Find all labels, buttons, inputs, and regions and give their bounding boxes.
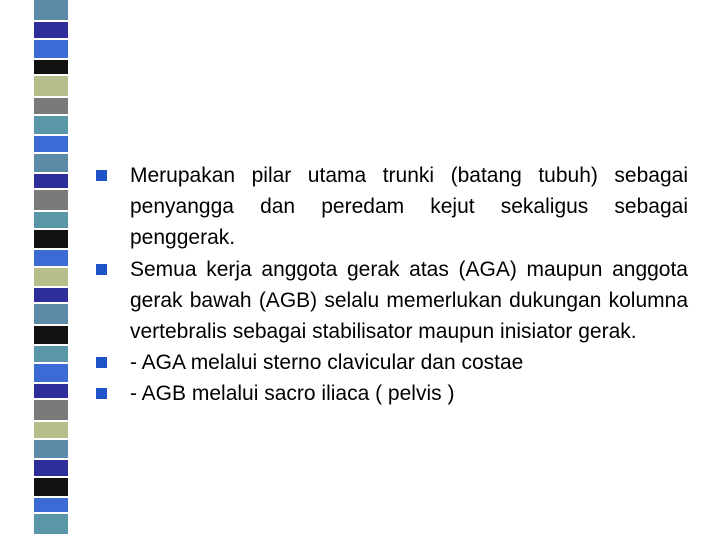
stripe-block [34, 60, 68, 76]
stripe-block [34, 514, 68, 536]
stripe-block [34, 364, 68, 384]
stripe-block [34, 498, 68, 514]
bullet-text-1: Merupakan pilar utama trunki (batang tubuh) sebagai penyangga dan peredam kejut sekaligus sebagai penggerak. [130, 164, 688, 250]
stripe-block [34, 440, 68, 460]
decorative-stripe [34, 0, 68, 540]
stripe-block [34, 76, 68, 98]
stripe-block [34, 136, 68, 154]
stripe-block [34, 326, 68, 346]
stripe-block [34, 98, 68, 116]
bullet-item-4 [96, 378, 688, 409]
square-bullet-icon [96, 170, 107, 181]
stripe-block [34, 0, 68, 22]
square-bullet-icon [96, 357, 107, 368]
stripe-block [34, 478, 68, 498]
bullet-item-1 [96, 160, 688, 254]
stripe-block [34, 212, 68, 230]
bullet-text-3: - AGA melalui sterno clavicular dan costae [130, 351, 524, 375]
stripe-block [34, 384, 68, 400]
stripe-block [34, 346, 68, 364]
stripe-block [34, 304, 68, 326]
stripe-block [34, 116, 68, 136]
stripe-block [34, 22, 68, 40]
bullet-text-2: Semua kerja anggota gerak atas (AGA) maupun anggota gerak bawah (AGB) selalu memerlukan dukungan kolumna vertebralis sebagai stabilisator maupun inisiator gerak. [130, 257, 688, 344]
stripe-block [34, 40, 68, 60]
bullet-text-4: - AGB melalui sacro iliaca ( pelvis ) [130, 382, 455, 406]
stripe-block [34, 422, 68, 440]
stripe-block [34, 190, 68, 212]
square-bullet-icon [96, 388, 107, 399]
stripe-block [34, 460, 68, 478]
stripe-block [34, 288, 68, 304]
stripe-block [34, 154, 68, 174]
stripe-block [34, 250, 68, 268]
stripe-block [34, 174, 68, 190]
bullet-list [96, 160, 688, 410]
bullet-item-3 [96, 347, 688, 378]
stripe-block [34, 268, 68, 288]
square-bullet-icon [96, 264, 107, 275]
stripe-block [34, 400, 68, 422]
stripe-block [34, 230, 68, 250]
bullet-item-2 [96, 254, 688, 348]
